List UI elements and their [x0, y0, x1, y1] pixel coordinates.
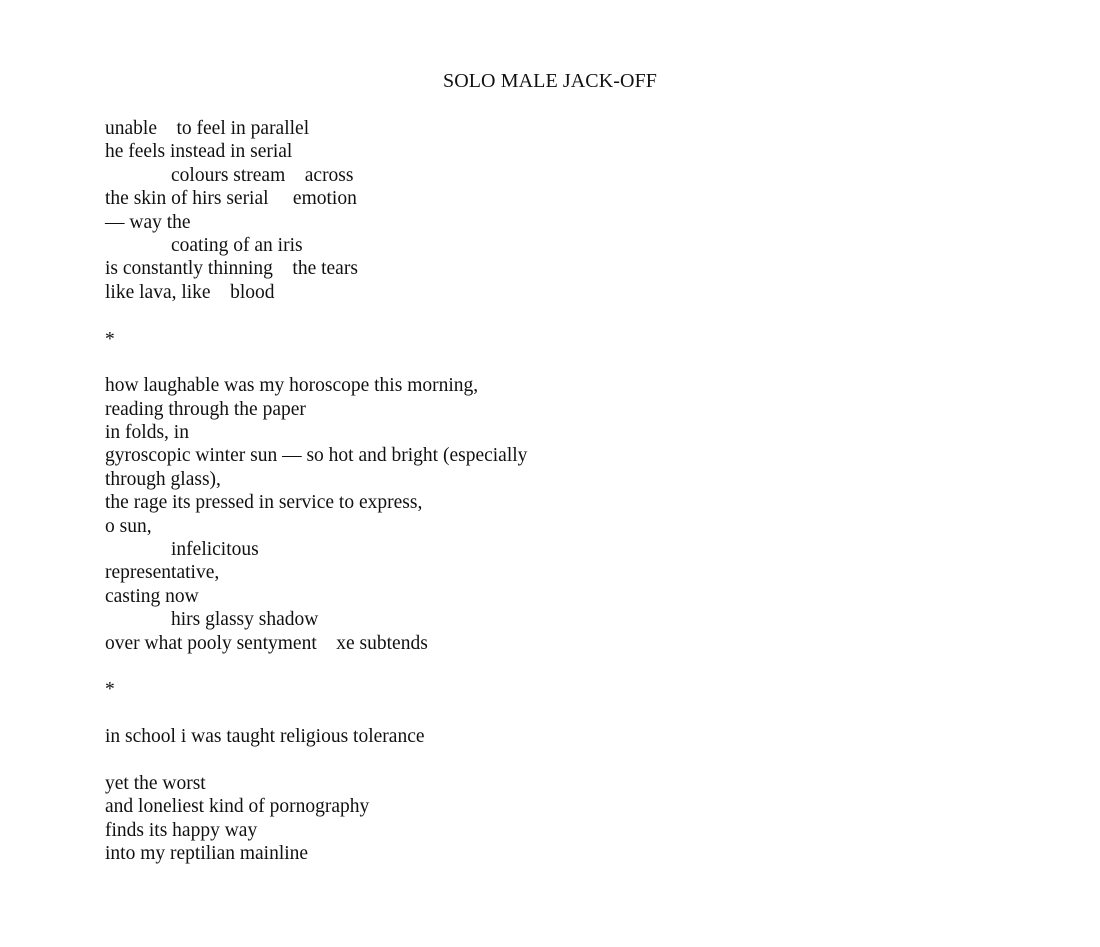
poem-line-indented: coating of an iris [171, 234, 303, 256]
poem-line: casting now [105, 585, 199, 607]
poem-line: like lava, like blood [105, 281, 275, 303]
poem-line: over what pooly sentyment xe subtends [105, 632, 428, 654]
stanza-3 [105, 725, 1005, 748]
poem-line: yet the worst [105, 772, 206, 794]
poem-line: in school i was taught religious tolerance [105, 726, 425, 748]
poem-line: reading through the paper [105, 398, 306, 420]
section-separator: * [105, 328, 115, 350]
poem-line: he feels instead in serial [105, 141, 293, 163]
poem-line-indented: infelicitous [171, 539, 259, 561]
poem-line: is constantly thinning the tears [105, 258, 358, 280]
poem-line: finds its happy way [105, 819, 258, 841]
poem-line-indented: colours stream across [171, 164, 354, 186]
poem-line-indented: hirs glassy shadow [171, 609, 319, 631]
poem-line: in folds, in [105, 422, 189, 444]
stanza-4 [105, 772, 1005, 866]
poem-title: SOLO MALE JACK-OFF [442, 70, 658, 92]
poem-line: and loneliest kind of pornography [105, 796, 370, 818]
stanza-1 [105, 117, 1005, 304]
poem-line: the rage its pressed in service to express, [105, 492, 423, 514]
stanza-gap [105, 749, 1005, 772]
poem-line: how laughable was my horoscope this morning, [105, 375, 479, 397]
poem-line: into my reptilian mainline [105, 843, 309, 865]
poem-line: unable to feel in parallel [105, 118, 310, 139]
poem-line: through glass), [105, 468, 221, 490]
stanza-2 [105, 374, 1005, 655]
poem-line: gyroscopic winter sun — so hot and bright (especially [105, 445, 528, 467]
poem-body [105, 117, 1005, 866]
poem-line: — way the [105, 211, 191, 233]
section-separator: * [105, 679, 115, 701]
poem-line: the skin of hirs serial emotion [105, 188, 357, 210]
poem-line: o sun, [105, 515, 152, 537]
poem-line: representative, [105, 562, 220, 584]
